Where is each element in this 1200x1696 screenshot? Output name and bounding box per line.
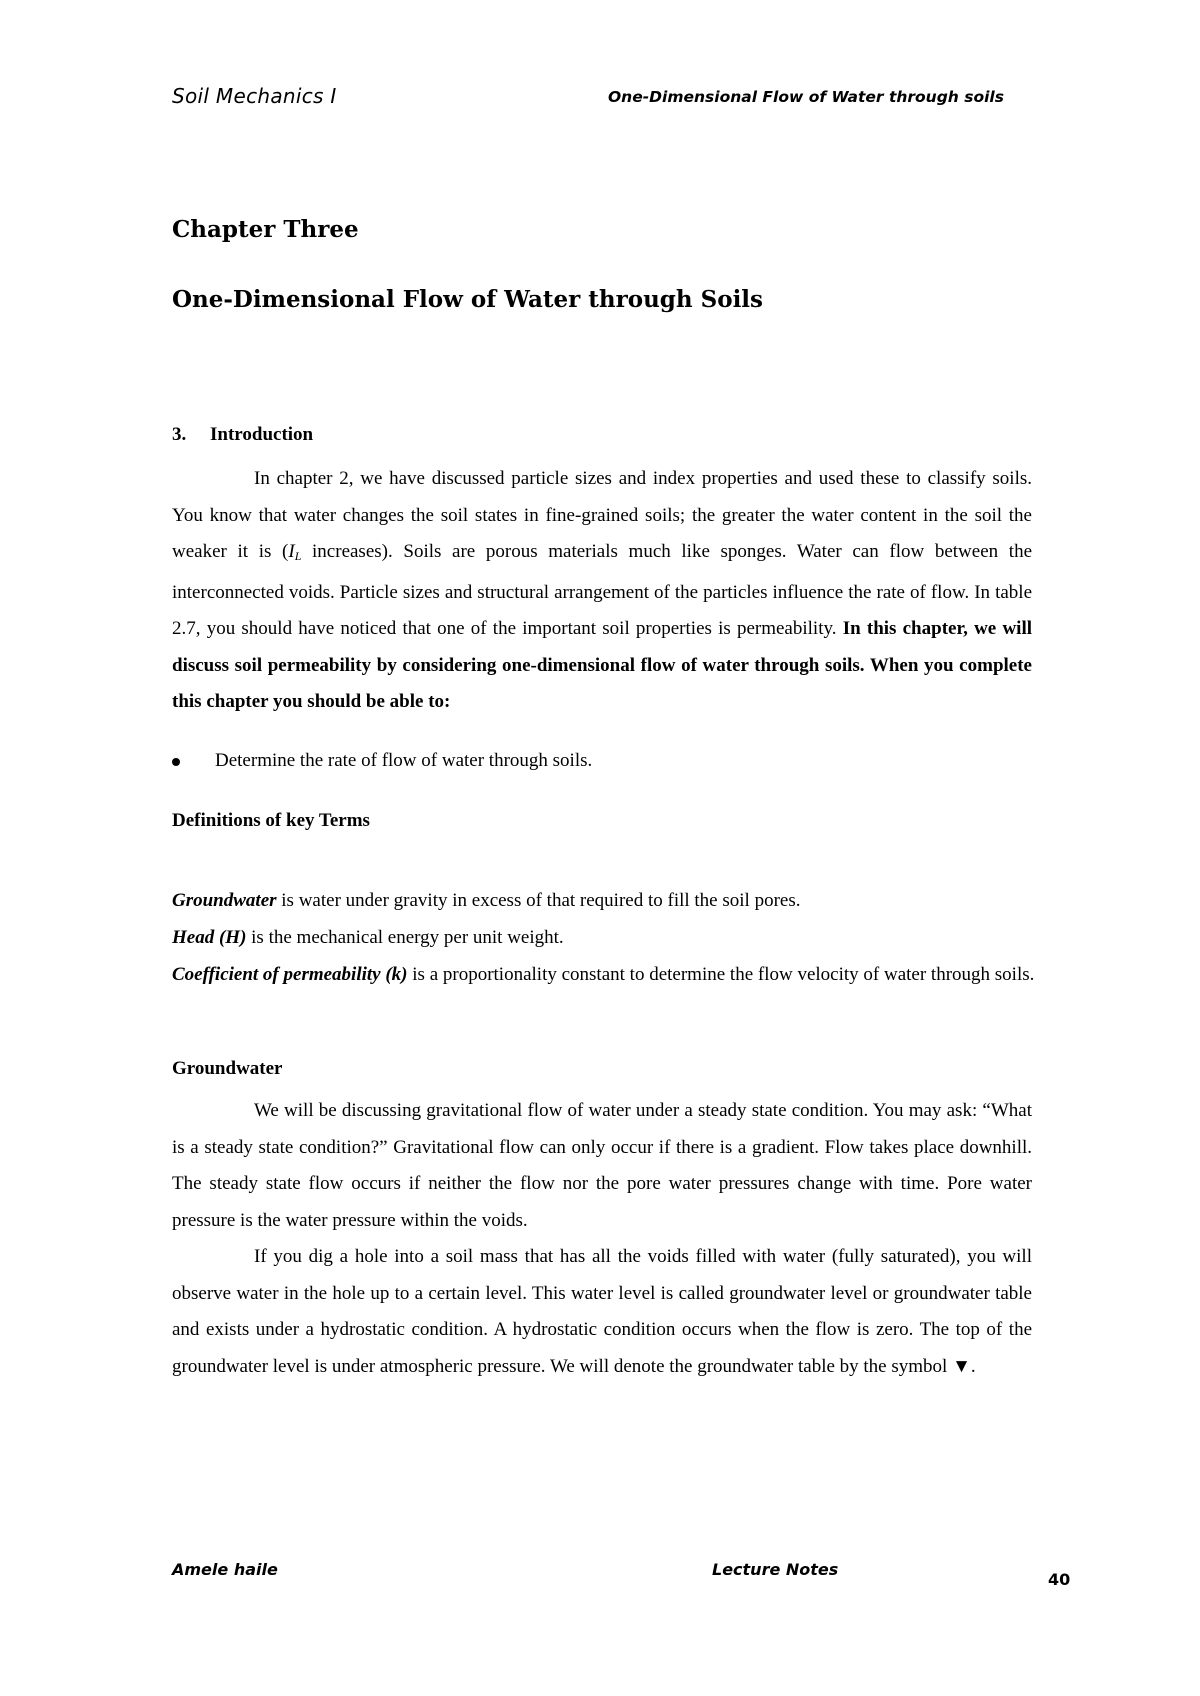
intro-text-a: In chapter 2, we have discussed particle sizes and index properties and used these to classify soils. You know that water changes the soil states in fine-grained soils; the greater the water content in the soil the weaker it is ( (172, 468, 1032, 562)
objective-item: Determine the rate of flow of water through soils. (215, 750, 593, 771)
footer-label: Lecture Notes (712, 1560, 839, 1579)
groundwater-p2-text: If you dig a hole into a soil mass that has all the voids filled with water (fully saturated), you will observe water in the hole up to a certain level. This water level is called groundwater level or groundwater table and exists under a hydrostatic condition. A hydrostatic condition occurs when the flow is zero. The top of the groundwater level is under atmospheric pressure. We will denote the groundwater table by the symbol (172, 1246, 1032, 1377)
header-course-title: Soil Mechanics I (172, 84, 337, 108)
liquidity-index-subscript: L (294, 549, 302, 563)
chapter-label: Chapter Three (172, 216, 359, 243)
intro-text-b: increases). Soils are porous materials much like sponges. Water can flow between the interconnected voids. Particle sizes and structural arrangement of the particles influence the rate of flow. In table 2.7, you should have noticed that one of the important soil properties is permeability. (172, 541, 1032, 639)
definition-head (172, 920, 1032, 957)
term-permeability: Coefficient of permeability (k) (172, 964, 408, 985)
definitions-heading: Definitions of key Terms (172, 810, 370, 831)
groundwater-paragraph-2 (172, 1239, 1032, 1385)
section-title: Introduction (210, 424, 314, 445)
liquidity-index-symbol: I (288, 541, 295, 562)
definition-groundwater (172, 883, 1032, 920)
term-groundwater: Groundwater (172, 890, 277, 911)
section-number: 3. (172, 424, 187, 445)
bullet-icon (172, 758, 180, 766)
footer-author: Amele haile (172, 1560, 278, 1579)
groundwater-heading: Groundwater (172, 1058, 283, 1079)
definition-permeability (172, 957, 1072, 994)
header-chapter-title: One-Dimensional Flow of Water through soils (608, 88, 1004, 106)
groundwater-table-symbol-icon: ▼ (952, 1355, 971, 1377)
def-permeability: is a proportionality constant to determine the flow velocity of water through soils. (407, 964, 1035, 985)
groundwater-p2-end: . (970, 1355, 976, 1377)
intro-paragraph (172, 461, 1032, 721)
chapter-title: One-Dimensional Flow of Water through Soils (172, 286, 763, 313)
def-groundwater: is water under gravity in excess of that required to fill the soil pores. (276, 890, 801, 911)
term-head: Head (H) (172, 927, 247, 948)
intro-objective-text: In this chapter, we will discuss soil permeability by considering one-dimensional flow of water through soils. When you complete this chapter you should be able to: (172, 618, 1032, 712)
groundwater-paragraph-1: We will be discussing gravitational flow of water under a steady state condition. You may ask: “What is a steady state condition?” Gravitational flow can only occur if there is a gradient. Flow takes place downhill. The steady state flow occurs if neither the flow nor the pore water pressures change with time. Pore water pressure is the water pressure within the voids. (172, 1100, 1032, 1231)
page-number: 40 (1048, 1570, 1071, 1589)
def-head: is the mechanical energy per unit weight. (246, 927, 564, 948)
